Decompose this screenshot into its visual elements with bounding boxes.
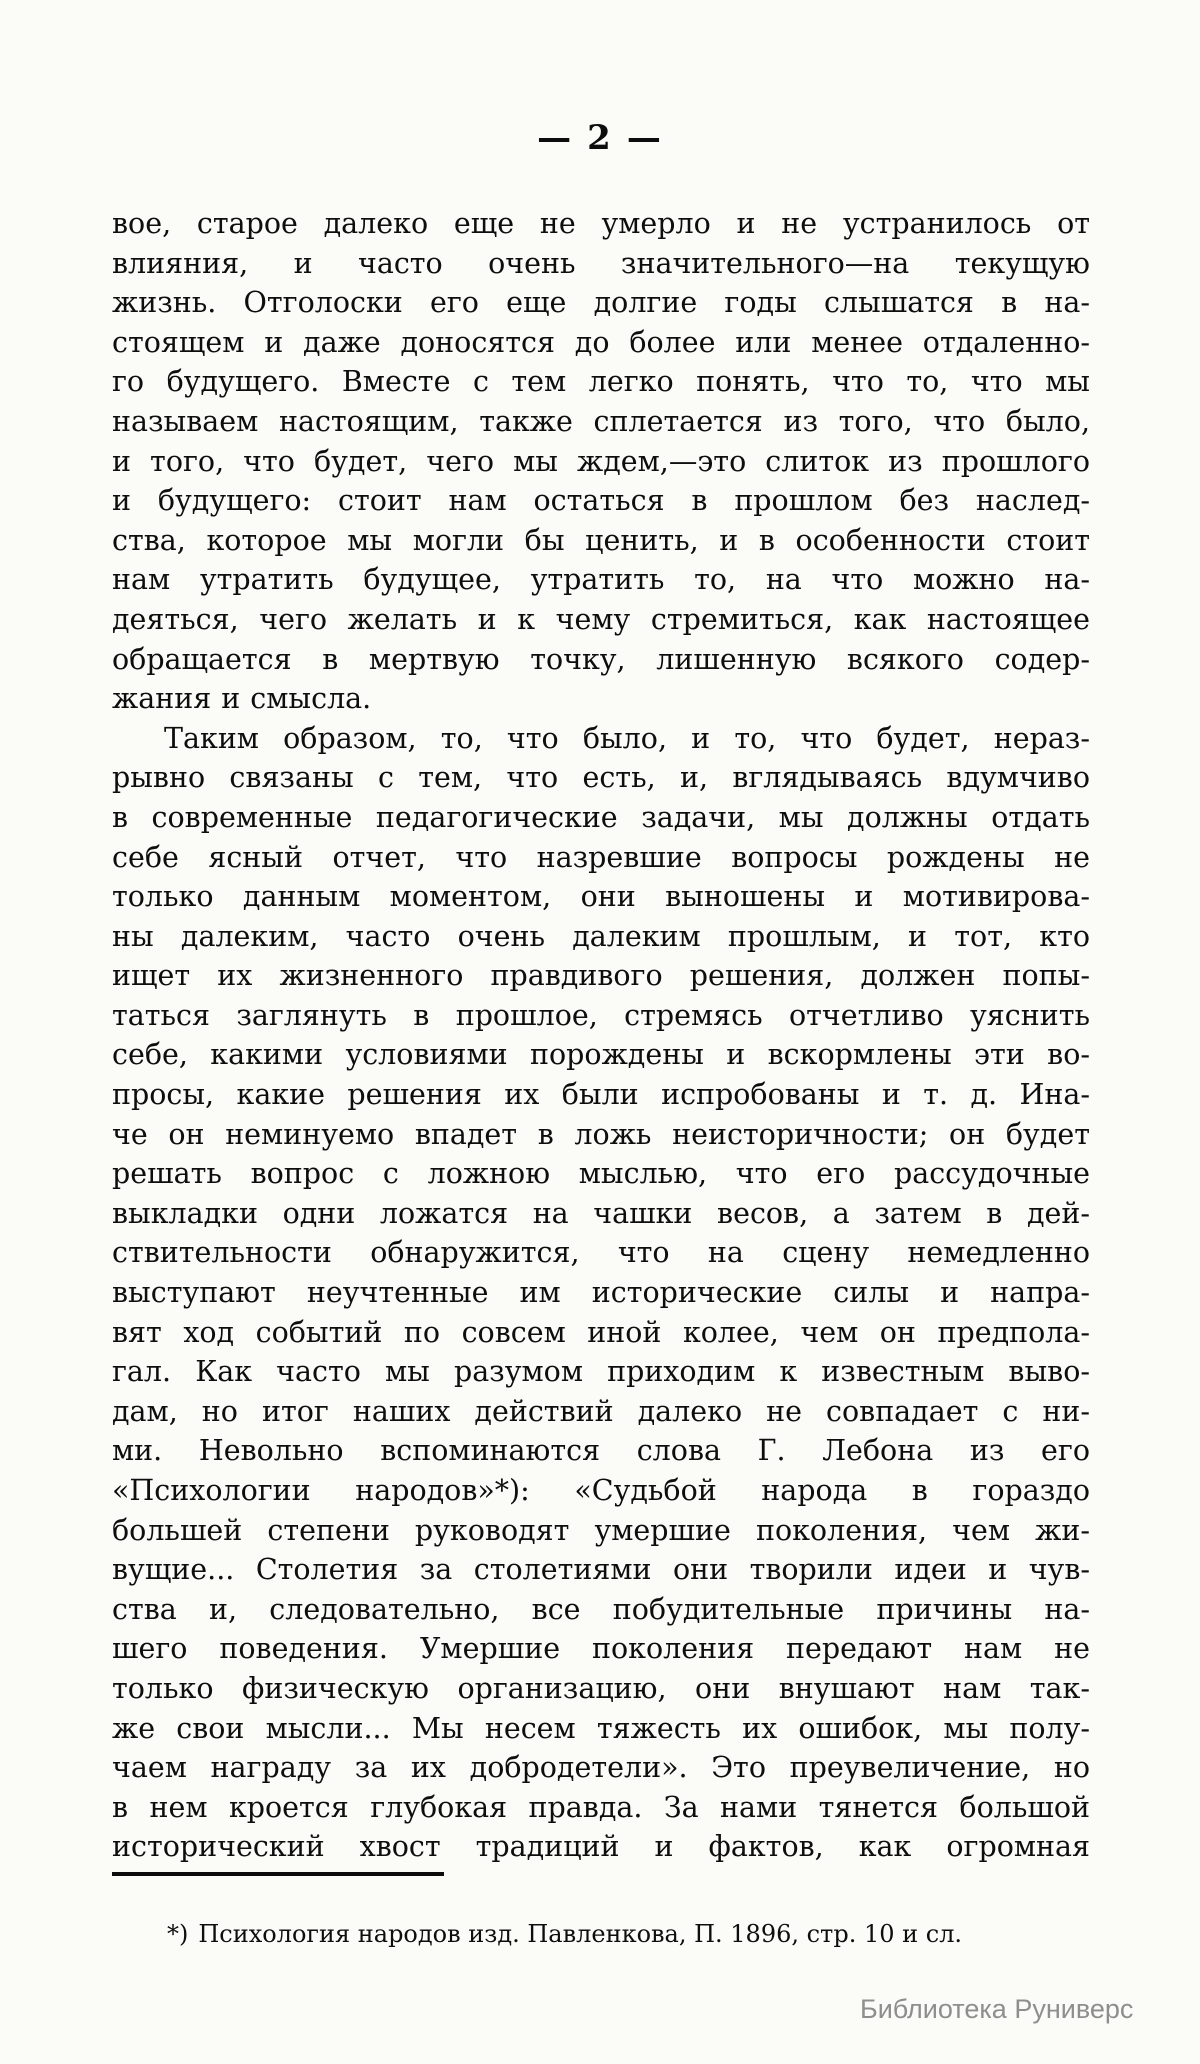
text-line: же свои мысли... Мы несем тяжесть их ошибок, мы полу- (112, 1711, 1090, 1745)
paragraph (112, 719, 1090, 1867)
text-line: ны далеким, часто очень далеким прошлым, и тот, кто (112, 919, 1090, 953)
text-line: себе ясный отчет, что назревшие вопросы рождены не (112, 840, 1090, 874)
text-line: вущие... Столетия за столетиями они творили идеи и чув- (112, 1553, 1090, 1587)
text-line: только данным моментом, они выношены и мотивирова- (112, 880, 1090, 914)
text-line: чаем награду за их добродетели». Это преувеличение, но (112, 1751, 1090, 1785)
text-line: большей степени руководят умершие поколения, чем жи- (112, 1513, 1090, 1547)
text-line: исторический хвост традиций и фактов, как огромная (112, 1830, 1090, 1864)
text-line: в нем кроется глубокая правда. За нами тянется большой (112, 1790, 1090, 1824)
text-line: обращается в мертвую точку, лишенную всякого содер- (112, 642, 1090, 676)
header-right-dash: — (626, 118, 663, 158)
text-line: че он неминуемо впадет в ложь неисторичности; он будет (112, 1117, 1090, 1151)
text-line: вое, старое далеко еще не умерло и не устранилось от (112, 207, 1090, 240)
text-line: выступают неучтенные им исторические силы и напра- (112, 1276, 1090, 1310)
text-line: ми. Невольно вспоминаются слова Г. Лебона из его (112, 1434, 1090, 1468)
text-line: го будущего. Вместе с тем легко понять, что то, что мы (112, 365, 1090, 399)
footnote (112, 1918, 1107, 1950)
text-line: ствительности обнаружится, что на сцену немедленно (112, 1236, 1090, 1270)
footnote-separator-rule (112, 1872, 444, 1876)
footnote-text: Психология народов изд. Павленкова, П. 1896, стр. 10 и сл. (198, 1920, 963, 1948)
text-line: жания и смысла. (112, 682, 372, 716)
header-left-dash: — (537, 118, 574, 158)
page-number: 2 (587, 118, 613, 158)
text-line: решать вопрос с ложною мыслью, что его рассудочные (112, 1157, 1090, 1191)
text-line: ства и, следовательно, все побудительные причины на- (112, 1592, 1090, 1626)
text-line: гал. Как часто мы разумом приходим к известным выво- (112, 1355, 1090, 1389)
text-block (112, 204, 1090, 1867)
text-line: себе, какими условиями порождены и вскормлены эти во- (112, 1038, 1090, 1072)
text-line: нам утратить будущее, утратить то, на что можно на- (112, 563, 1090, 597)
text-line: дам, но итог наших действий далеко не совпадает с ни- (112, 1394, 1090, 1428)
text-line: «Психологии народов»*): «Судьбой народа в гораздо (112, 1474, 1090, 1507)
text-line: влияния, и часто очень значительного—на текущую (112, 246, 1090, 280)
text-line: ства, которое мы могли бы ценить, и в особенности стоит (112, 523, 1090, 557)
text-line: и будущего: стоит нам остаться в прошлом без наслед- (112, 484, 1090, 518)
text-line: в современные педагогические задачи, мы должны отдать (112, 800, 1090, 834)
text-line: вят ход событий по совсем иной колее, чем он предпола- (112, 1315, 1090, 1349)
text-line: деяться, чего желать и к чему стремиться, как настоящее (112, 602, 1090, 636)
text-line: и того, что будет, чего мы ждем,—это слиток из прошлого (112, 444, 1090, 478)
text-line: шего поведения. Умершие поколения передают нам не (112, 1632, 1090, 1666)
text-line: таться заглянуть в прошлое, стремясь отчетливо уяснить (112, 998, 1090, 1032)
text-line: выкладки одни ложатся на чашки весов, а затем в дей- (112, 1196, 1090, 1230)
text-line: жизнь. Отголоски его еще долгие годы слышатся в на- (112, 286, 1090, 320)
footnote-marker: *) (167, 1920, 189, 1948)
text-line: называем настоящим, также сплетается из того, что было, (112, 404, 1090, 438)
text-line: ищет их жизненного правдивого решения, должен попы- (112, 959, 1090, 993)
library-watermark: Библиотека Руниверс (860, 1994, 1134, 2024)
text-line: стоящем и даже доносятся до более или менее отдаленно- (112, 325, 1090, 359)
text-line: Таким образом, то, что было, и то, что будет, нераз- (164, 721, 1090, 755)
paragraph (112, 204, 1090, 719)
text-line: только физическую организацию, они внушают нам так- (112, 1671, 1090, 1705)
page-header (0, 118, 1200, 158)
text-line: просы, какие решения их были испробованы и т. д. Ина- (112, 1078, 1090, 1112)
text-line: рывно связаны с тем, что есть, и, вглядываясь вдумчиво (112, 761, 1090, 795)
